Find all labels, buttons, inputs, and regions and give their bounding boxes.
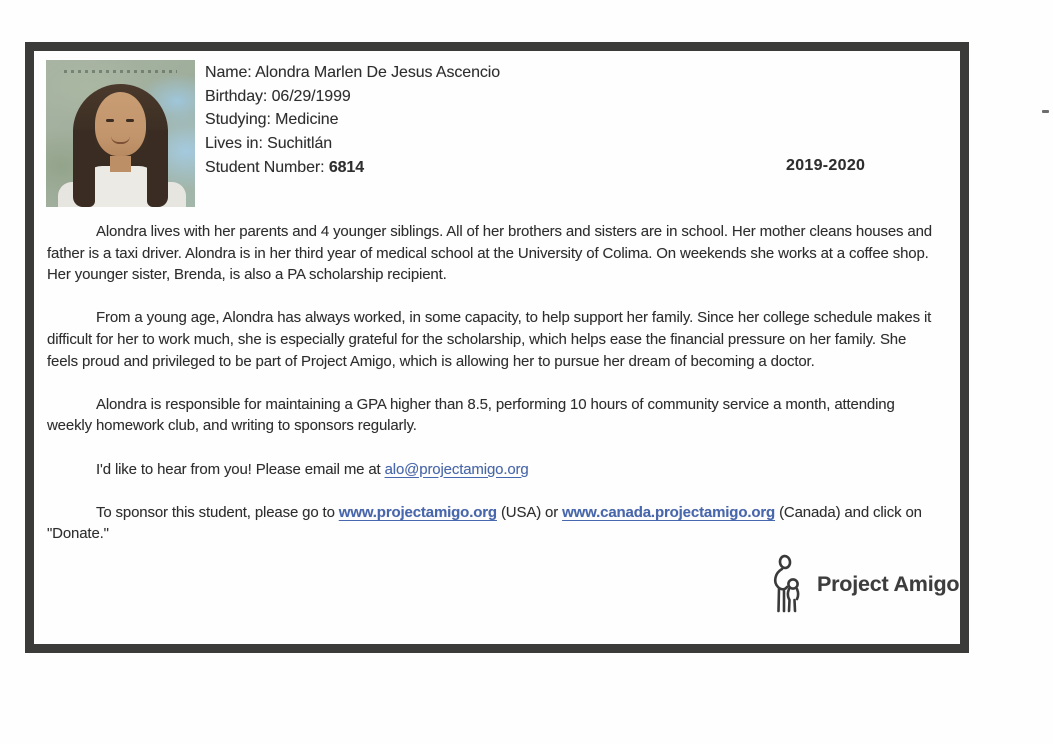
logo-text: Project Amigo	[817, 571, 960, 596]
scan-artifact	[1042, 110, 1049, 113]
sponsor-line	[47, 502, 940, 545]
email-line	[47, 459, 940, 481]
letter-body	[47, 221, 940, 567]
project-amigo-logo	[764, 554, 959, 614]
hair-strand-right	[147, 130, 168, 207]
student-number-value: 6814	[328, 158, 365, 176]
info-field-student-number	[205, 156, 500, 180]
info-field-lives-in	[205, 132, 500, 156]
student-photo	[46, 60, 195, 207]
name-label: Name:	[205, 64, 252, 81]
sponsor-line-part3: (Canada) and click on "Donate."	[47, 503, 922, 543]
student-info	[205, 61, 500, 180]
neck	[110, 156, 131, 172]
birthday-value: 06/29/1999	[271, 87, 351, 105]
studying-value: Medicine	[275, 111, 339, 129]
sponsor-line-part1: To sponsor this student, please go to	[96, 503, 339, 521]
right-eye	[126, 119, 134, 122]
email-line-prefix: I'd like to hear from you! Please email me at	[96, 460, 385, 478]
canada-donation-link[interactable]: www.canada.projectamigo.org	[562, 503, 776, 521]
hair-strand-left	[73, 130, 95, 207]
sponsor-line-part2: (USA) or	[496, 503, 563, 521]
birthday-label: Birthday:	[205, 87, 268, 105]
smile	[111, 136, 130, 144]
name-value: Alondra Marlen De Jesus Ascencio	[255, 64, 501, 81]
usa-donation-link[interactable]: www.projectamigo.org	[338, 503, 497, 521]
email-link[interactable]: alo@projectamigo.org	[384, 460, 529, 478]
left-eye	[106, 119, 114, 122]
face	[95, 92, 146, 156]
map-caption-texture	[64, 70, 177, 73]
student-number-label: Student Number:	[205, 158, 325, 176]
info-field-studying	[205, 108, 500, 132]
paragraph-family: Alondra lives with her parents and 4 younger siblings. All of her brothers and sisters are in school. Her mother cleans houses and father is a taxi driver. Alondra is in her third year of medical school at the University of Colima. On weekends she works at a coffee shop. Her younger sister, Brenda, is also a PA scholarship recipient.	[47, 223, 932, 284]
info-field-birthday	[205, 85, 500, 109]
adult-and-child-icon	[764, 554, 808, 614]
lives-in-label: Lives in:	[205, 135, 263, 153]
school-year: 2019-2020	[786, 157, 866, 174]
lives-in-value: Suchitlán	[267, 135, 333, 153]
studying-label: Studying:	[205, 111, 271, 129]
info-field-name	[205, 61, 500, 85]
paragraph-scholarship: From a young age, Alondra has always worked, in some capacity, to help support her family. Since her college schedule makes it difficult for her to work much, she is especially grateful for the scholarship, which helps ease the financial pressure on her family. She feels proud and privileged to be part of Project Amigo, which is allowing her to pursue her dream of becoming a doctor.	[47, 309, 932, 370]
document-frame	[25, 42, 969, 653]
paragraph-requirements: Alondra is responsible for maintaining a GPA higher than 8.5, performing 10 hours of community service a month, attending weekly homework club, and writing to sponsors regularly.	[47, 395, 895, 435]
